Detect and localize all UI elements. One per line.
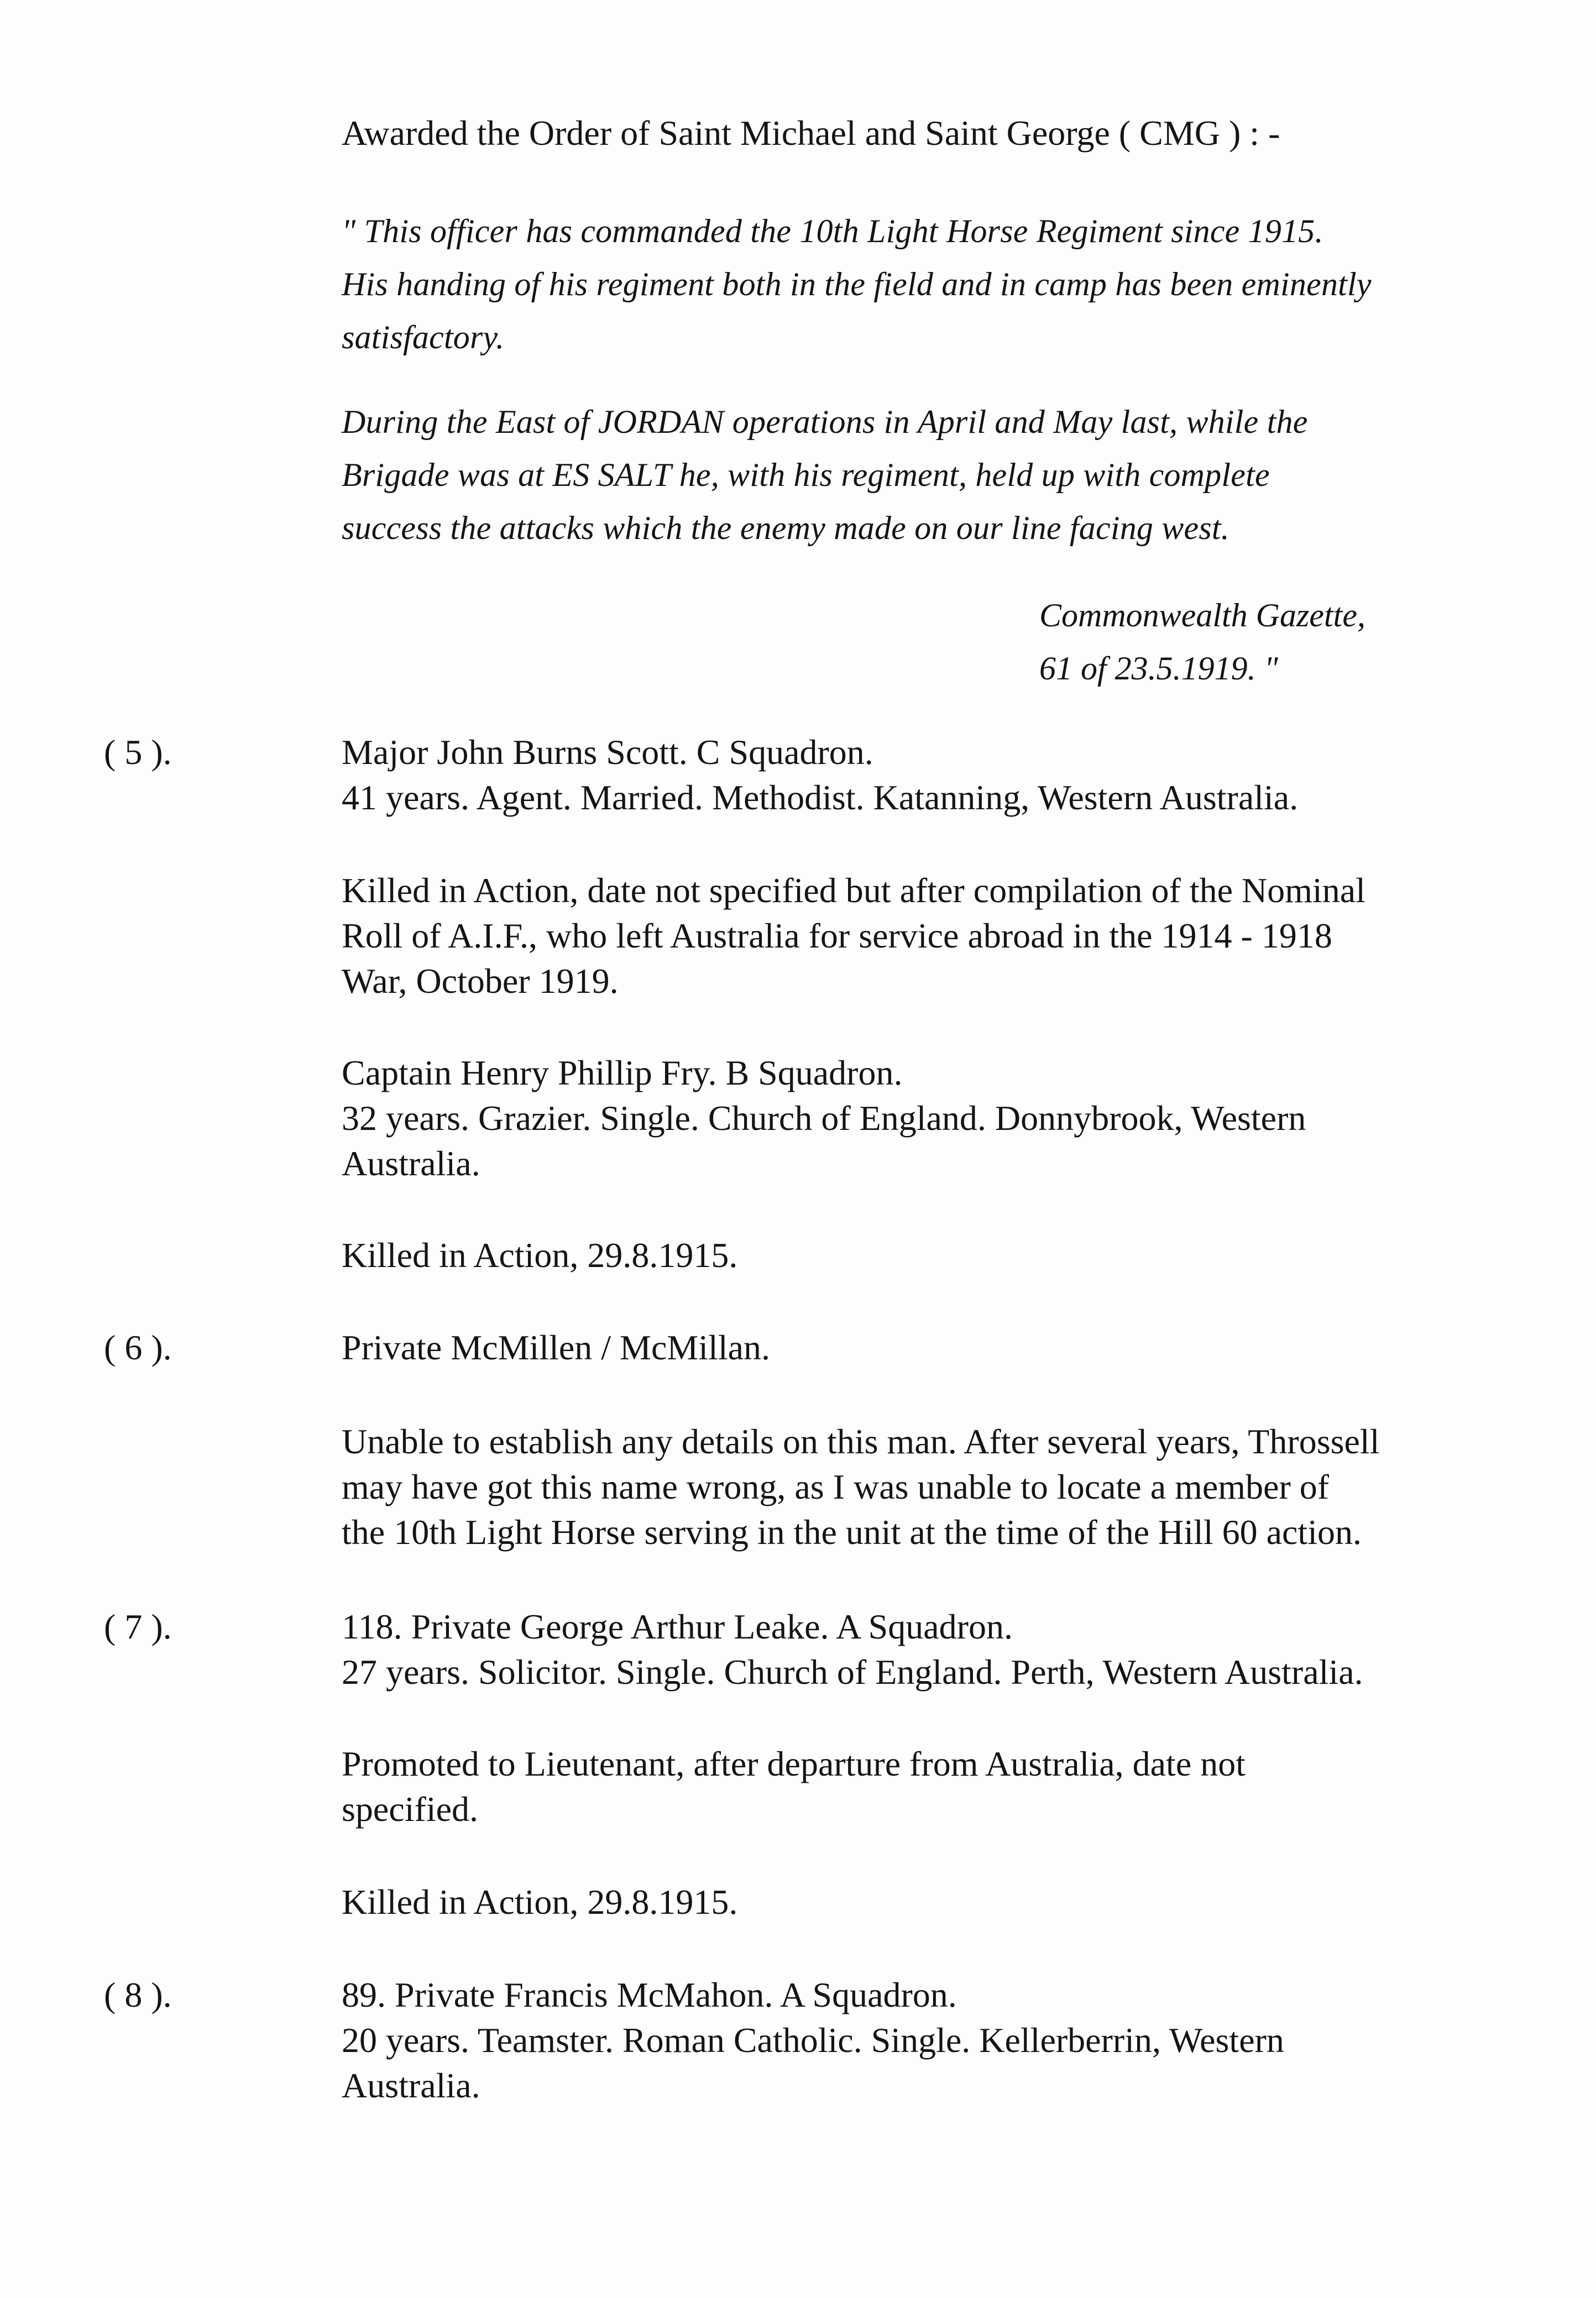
award-heading-text: Awarded the Order of Saint Michael and Saint George ( CMG ) : - [342,113,1280,153]
citation-source-line: 61 of 23.5.1919. " [1039,650,1278,687]
citation-line: Brigade was at ES SALT he, with his regiment, held up with complete [342,457,1270,493]
entry-5-paragraph-2 [342,868,1530,1004]
citation-line: During the East of JORDAN operations in April and May last, while the [342,404,1308,440]
entry-line: Unable to establish any details on this man. After several years, Throssell [342,1422,1380,1461]
entry-8-paragraph-1 [342,1972,1530,2108]
entry-line: Captain Henry Phillip Fry. B Squadron. [342,1053,903,1092]
award-heading [342,111,1530,156]
citation-line: " This officer has commanded the 10th Light Horse Regiment since 1915. [342,213,1323,249]
entry-line: 20 years. Teamster. Roman Catholic. Single. Kellerberrin, Western [342,2020,1284,2060]
entry-number: ( 7 ). [104,1607,172,1646]
citation-paragraph-1 [342,205,1530,364]
entry-line: 89. Private Francis McMahon. A Squadron. [342,1975,957,2014]
entry-line: 118. Private George Arthur Leake. A Squadron. [342,1607,1013,1646]
entry-line: Roll of A.I.F., who left Australia for service abroad in the 1914 - 1918 [342,916,1332,955]
citation-paragraph-2 [342,395,1530,554]
entry-number: ( 8 ). [104,1975,172,2014]
entry-line: may have got this name wrong, as I was unable to locate a member of [342,1467,1330,1506]
citation-line: satisfactory. [342,319,505,355]
entry-7-paragraph-3 [342,1880,1530,1925]
entry-line: Australia. [342,2066,480,2105]
entry-5-paragraph-4 [342,1233,1530,1278]
entry-number: ( 5 ). [104,732,172,772]
entry-line: 27 years. Solicitor. Single. Church of England. Perth, Western Australia. [342,1652,1363,1692]
entry-line: 32 years. Grazier. Single. Church of England. Donnybrook, Western [342,1098,1306,1138]
entry-number: ( 6 ). [104,1328,172,1367]
entry-line: Killed in Action, 29.8.1915. [342,1882,738,1922]
citation-source [1039,589,1426,695]
entry-6-paragraph-2 [342,1419,1530,1555]
entry-line: Killed in Action, date not specified but after compilation of the Nominal [342,871,1365,910]
entry-line: Killed in Action, 29.8.1915. [342,1236,738,1275]
entry-line: specified. [342,1789,478,1829]
citation-line: success the attacks which the enemy made on our line facing west. [342,510,1229,546]
entry-7-paragraph-2 [342,1741,1530,1832]
entry-7-paragraph-1 [342,1604,1530,1695]
entry-line: Promoted to Lieutenant, after departure from Australia, date not [342,1744,1246,1783]
entry-line: Major John Burns Scott. C Squadron. [342,732,873,772]
entry-line: 41 years. Agent. Married. Methodist. Katanning, Western Australia. [342,778,1299,817]
entry-5-paragraph-3 [342,1050,1530,1186]
entry-line: Australia. [342,1144,480,1183]
entry-line: War, October 1919. [342,961,619,1001]
entry-line: Private McMillen / McMillan. [342,1328,770,1367]
entry-5-paragraph-1 [342,730,1530,820]
citation-line: His handing of his regiment both in the field and in camp has been eminently [342,266,1372,302]
citation-source-line: Commonwealth Gazette, [1039,597,1365,634]
entry-6-paragraph-1 [342,1325,1530,1370]
entry-line: the 10th Light Horse serving in the unit at the time of the Hill 60 action. [342,1512,1362,1552]
